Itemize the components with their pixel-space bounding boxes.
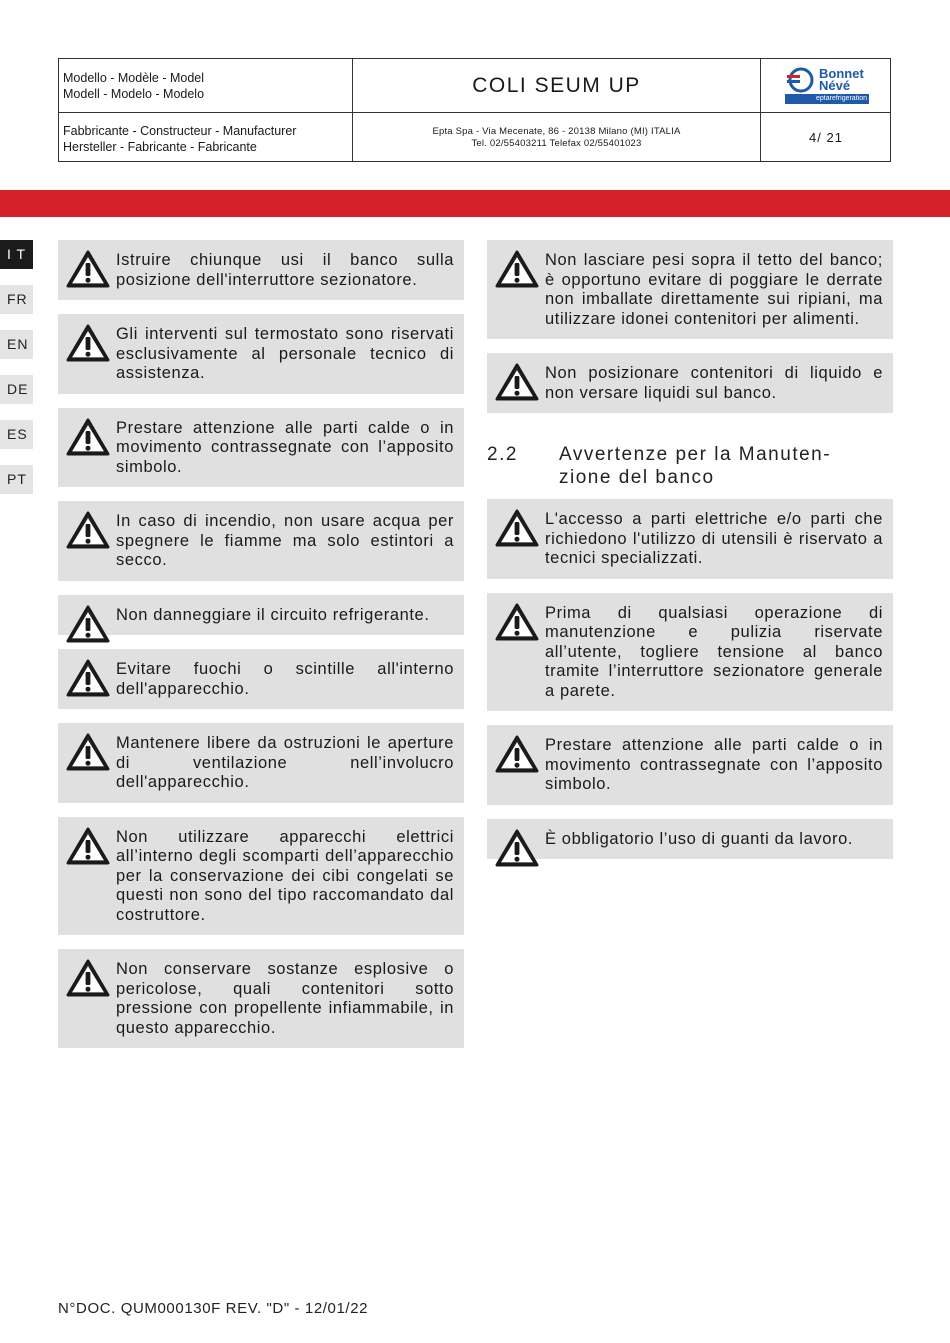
left-warnings-column [58,240,464,1062]
warning-box [58,408,464,488]
warning-box [487,353,893,413]
language-tab-pt[interactable]: PT [0,465,33,494]
warning-triangle-icon [495,363,539,401]
warning-box [487,819,893,860]
warning-triangle-icon [66,324,110,362]
warning-triangle-icon [66,250,110,288]
warning-box [487,593,893,712]
section-heading [487,443,893,489]
logo-text-neve: Névé [819,78,851,93]
warning-text: Mantenere libere da ostruzioni le aperture di ventilazione nell’involucro dell'apparecchio. [116,734,454,791]
warning-text: Non utilizzare apparecchi elettrici all’interno degli scomparti dell’apparecchio per la conservazione dei cibi congelati se questi non sono del tipo raccomandato dal costruttore. [116,827,454,924]
warning-text: Gli interventi sul termostato sono riservati esclusivamente al personale tecnico di assistenza. [116,325,454,382]
warning-text: Evitare fuochi o scintille all'interno dell'apparecchio. [116,660,454,698]
model-name: COLI SEUM UP [472,74,641,97]
language-tabs [0,240,33,510]
warning-box [58,501,464,581]
warning-triangle-icon [495,829,539,867]
language-tab-it[interactable]: I T [0,240,33,269]
model-label-line2: Modell - Modelo - Modelo [63,87,205,101]
language-tab-de[interactable]: DE [0,375,33,404]
logo-text-bonnet: Bonnet [819,66,864,81]
warning-text: Non posizionare contenitori di liquido e non versare liquidi sul banco. [545,364,883,402]
accent-bar [0,190,950,217]
warning-text: Prima di qualsiasi operazione di manutenzione e pulizia riservate all’utente, togliere tensione al banco tramite l’interruttore sezionatore generale a parete. [545,603,883,700]
warning-box [58,595,464,636]
warning-triangle-icon [66,827,110,865]
warning-text: È obbligatorio l’uso di guanti da lavoro. [545,829,854,848]
language-tab-es[interactable]: ES [0,420,33,449]
page-number: 4/ 21 [809,130,843,145]
warning-box [487,499,893,579]
address-line1: Epta Spa - Via Mecenate, 86 - 20138 Milano (MI) ITALIA [432,126,681,137]
warning-text: L'accesso a parti elettriche e/o parti che richiedono l'utilizzo di utensili è riservato a tecnici specializzati. [545,510,883,567]
warning-box [58,949,464,1048]
warning-box [58,240,464,300]
warning-triangle-icon [66,418,110,456]
warning-triangle-icon [66,733,110,771]
manufacturer-label-line1: Fabbricante - Constructeur - Manufacturer [63,124,297,138]
warning-text: Non conservare sostanze esplosive o pericolose, quali contenitori sotto pressione con propellente infiammabile, in questo apparecchio. [116,960,454,1037]
warning-box [487,725,893,805]
logo-tagline: eptarefrigeration [785,94,869,104]
manufacturer-address [353,113,760,163]
warning-box [58,817,464,936]
warning-text: In caso di incendio, non usare acqua per spegnere le fiamme ma solo estintori a secco. [116,512,454,569]
document-header [58,58,891,162]
warning-triangle-icon [66,511,110,549]
section-number: 2.2 [487,444,518,465]
model-label [59,59,352,112]
warning-box [58,314,464,394]
warning-box [58,723,464,803]
warning-triangle-icon [495,250,539,288]
address-line2: Tel. 02/55403211 Telefax 02/55401023 [471,138,642,149]
warning-triangle-icon [66,959,110,997]
warning-text: Non lasciare pesi sopra il tetto del banco; è opportuno evitare di poggiare le derrate non imballate direttamente sui ripiani, ma utilizzare idonei contenitori per alimenti. [545,251,883,328]
warning-triangle-icon [495,509,539,547]
warning-box [487,240,893,339]
warning-text: Non danneggiare il circuito refrigerante. [116,605,430,624]
language-tab-fr[interactable]: FR [0,285,33,314]
warning-triangle-icon [495,735,539,773]
document-reference: N°DOC. QUM000130F REV. "D" - 12/01/22 [58,1300,369,1317]
warning-text: Prestare attenzione alle parti calde o in movimento contrassegnate con l’apposito simbolo. [116,418,454,476]
manufacturer-label [59,113,352,163]
section-title: Avvertenze per la Manuten- zione del banco [559,444,832,488]
brand-logo [761,59,891,112]
warning-triangle-icon [66,605,110,643]
right-warnings-column [487,240,893,873]
warning-triangle-icon [495,603,539,641]
warning-text: Prestare attenzione alle parti calde o in movimento contrassegnate con l’apposito simbolo. [545,736,883,793]
warning-text: Istruire chiunque usi il banco sulla posizione dell'interruttore sezionatore. [116,251,454,289]
manufacturer-label-line2: Hersteller - Fabricante - Fabricante [63,140,257,154]
warning-triangle-icon [66,659,110,697]
brand-mark-icon [787,67,815,93]
language-tab-en[interactable]: EN [0,330,33,359]
model-label-line1: Modello - Modèle - Model [63,71,205,85]
warning-box [58,649,464,709]
